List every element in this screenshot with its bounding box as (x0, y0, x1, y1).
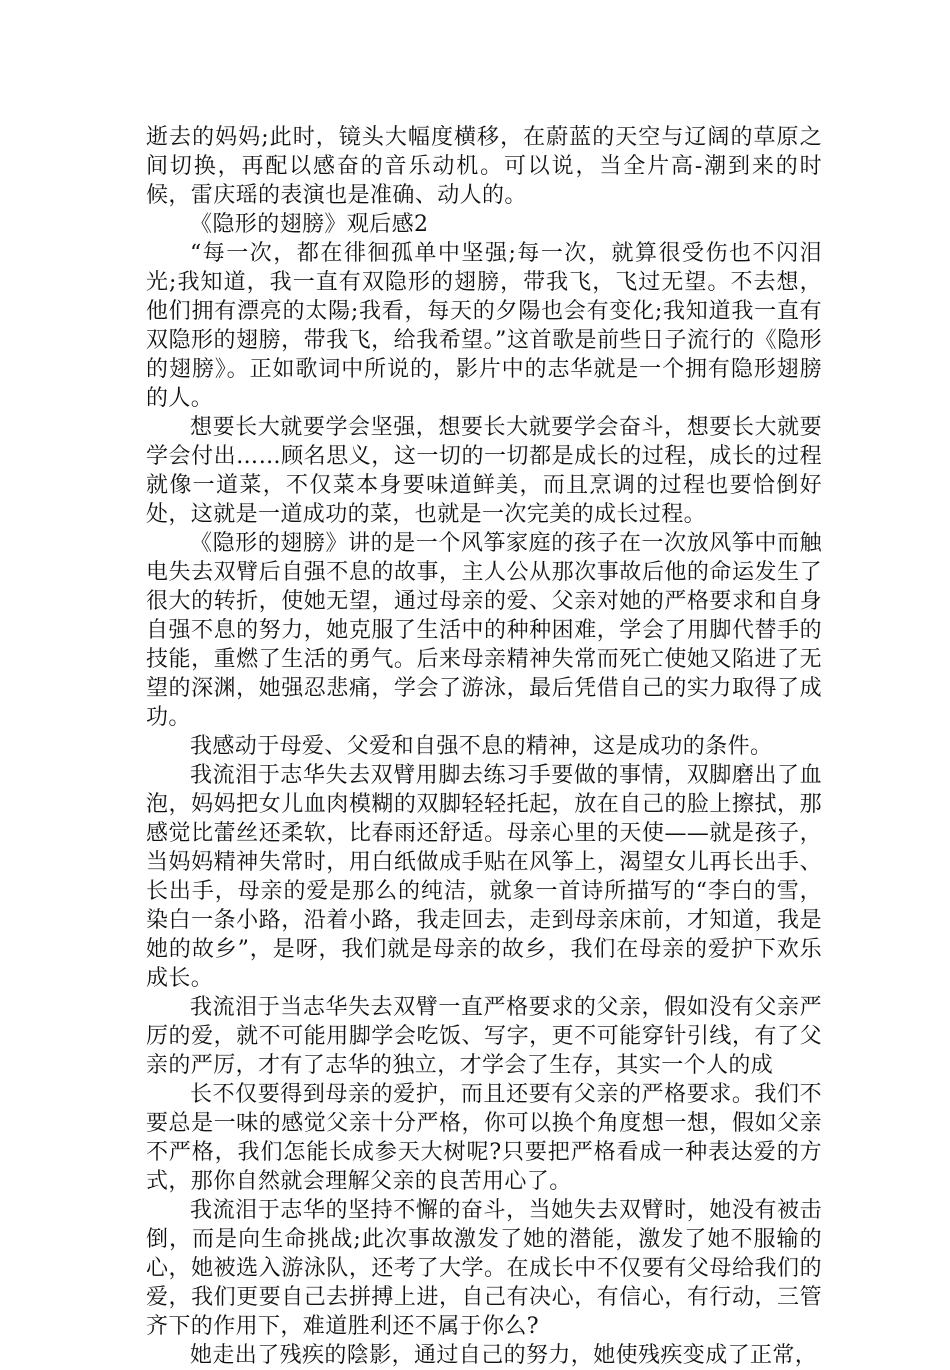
paragraph-6: 我感动于母爱、父爱和自强不息的精神，这是成功的条件。 (190, 734, 773, 759)
paragraph-3: “每一次，都在徘徊孤单中坚强;每一次，就算很受伤也不闪泪光;我知道，我一直有双隐形的翅膀，带我飞，飞过无望。不去想，他们拥有漂亮的太陽;我看，每天的夕陽也会有变化;我知道我一直有双隐形的翅膀，带我飞，给我希望。”这首歌是前些日子流行的《隐形的翅膀》。正如歌词中所说的，影片中的志华就是一个拥有隐形翅膀的人。 (146, 241, 822, 411)
paragraph-7: 我流泪于志华失去双臂用脚去练习手要做的事情，双脚磨出了血泡，妈妈把女儿血肉模糊的双脚轻轻托起，放在自己的脸上擦拭，那感觉比蕾丝还柔软，比春雨还舒适。母亲心里的天使——就是孩子，当妈妈精神失常时，用白纸做成手贴在风筝上，渴望女儿再长出手、长出手，母亲的爱是那么的纯洁，就象一首诗所描写的“李白的雪，染白一条小路，沿着小路，我走回去，走到母亲床前，才知道，我是她的故乡”，是呀，我们就是母亲的故乡，我们在母亲的爱护下欢乐成长。 (146, 763, 822, 991)
paragraph-5: 《隐形的翅膀》讲的是一个风筝家庭的孩子在一次放风筝中而触电失去双臂后自强不息的故事，主人公从那次事故后他的命运发生了很大的转折，使她无望，通过母亲的爱、父亲对她的严格要求和自身自强不息的努力，她克服了生活中的种种困难，学会了用脚代替手的技能，重燃了生活的勇气。后来母亲精神失常而死亡使她又陷进了无望的深渊，她强忍悲痛，学会了游泳，最后凭借自己的实力取得了成功。 (146, 531, 822, 730)
paragraph-4: 想要长大就要学会坚强，想要长大就要学会奋斗，想要长大就要学会付出……顾名思义，这一切的一切都是成长的过程，成长的过程就像一道菜，不仅菜本身要味道鲜美，而且烹调的过程也要恰倒好处，这就是一道成功的菜，也就是一次完美的成长过程。 (146, 415, 822, 527)
section-title: 《隐形的翅膀》观后感2 (190, 212, 429, 237)
paragraph-11: 她走出了残疾的陰影，通过自己的努力，她使残疾变成了正常， (190, 1343, 818, 1368)
paragraph-9: 长不仅要得到母亲的爱护，而且还要有父亲的严格要求。我们不要总是一味的感觉父亲十分严格，你可以换个角度想一想，假如父亲不严格，我们怎能长成参天大树呢?只要把严格看成一种表达爱的方式，那你自然就会理解父亲的良苦用心了。 (146, 1082, 822, 1194)
paragraph-1: 逝去的妈妈;此时，镜头大幅度横移，在蔚蓝的天空与辽阔的草原之间切换，再配以感奋的音乐动机。可以说，当全片高-潮到来的时候，雷庆瑶的表演也是准确、动人的。 (146, 125, 822, 208)
document-body (146, 123, 822, 1370)
paragraph-10: 我流泪于志华的坚持不懈的奋斗，当她失去双臂时，她没有被击倒，而是向生命挑战;此次事故激发了她的潜能，激发了她不服输的心，她被选入游泳队，还考了大学。在成长中不仅要有父母给我们的爱，我们更要自己去拼搏上进，自己有决心，有信心，有行动，三管齐下的作用下，难道胜利还不属于你么? (146, 1198, 822, 1339)
paragraph-8: 我流泪于当志华失去双臂一直严格要求的父亲，假如没有父亲严厉的爱，就不可能用脚学会吃饭、写字，更不可能穿针引线，有了父亲的严厉，才有了志华的独立，才学会了生存，其实一个人的成 (146, 995, 822, 1078)
